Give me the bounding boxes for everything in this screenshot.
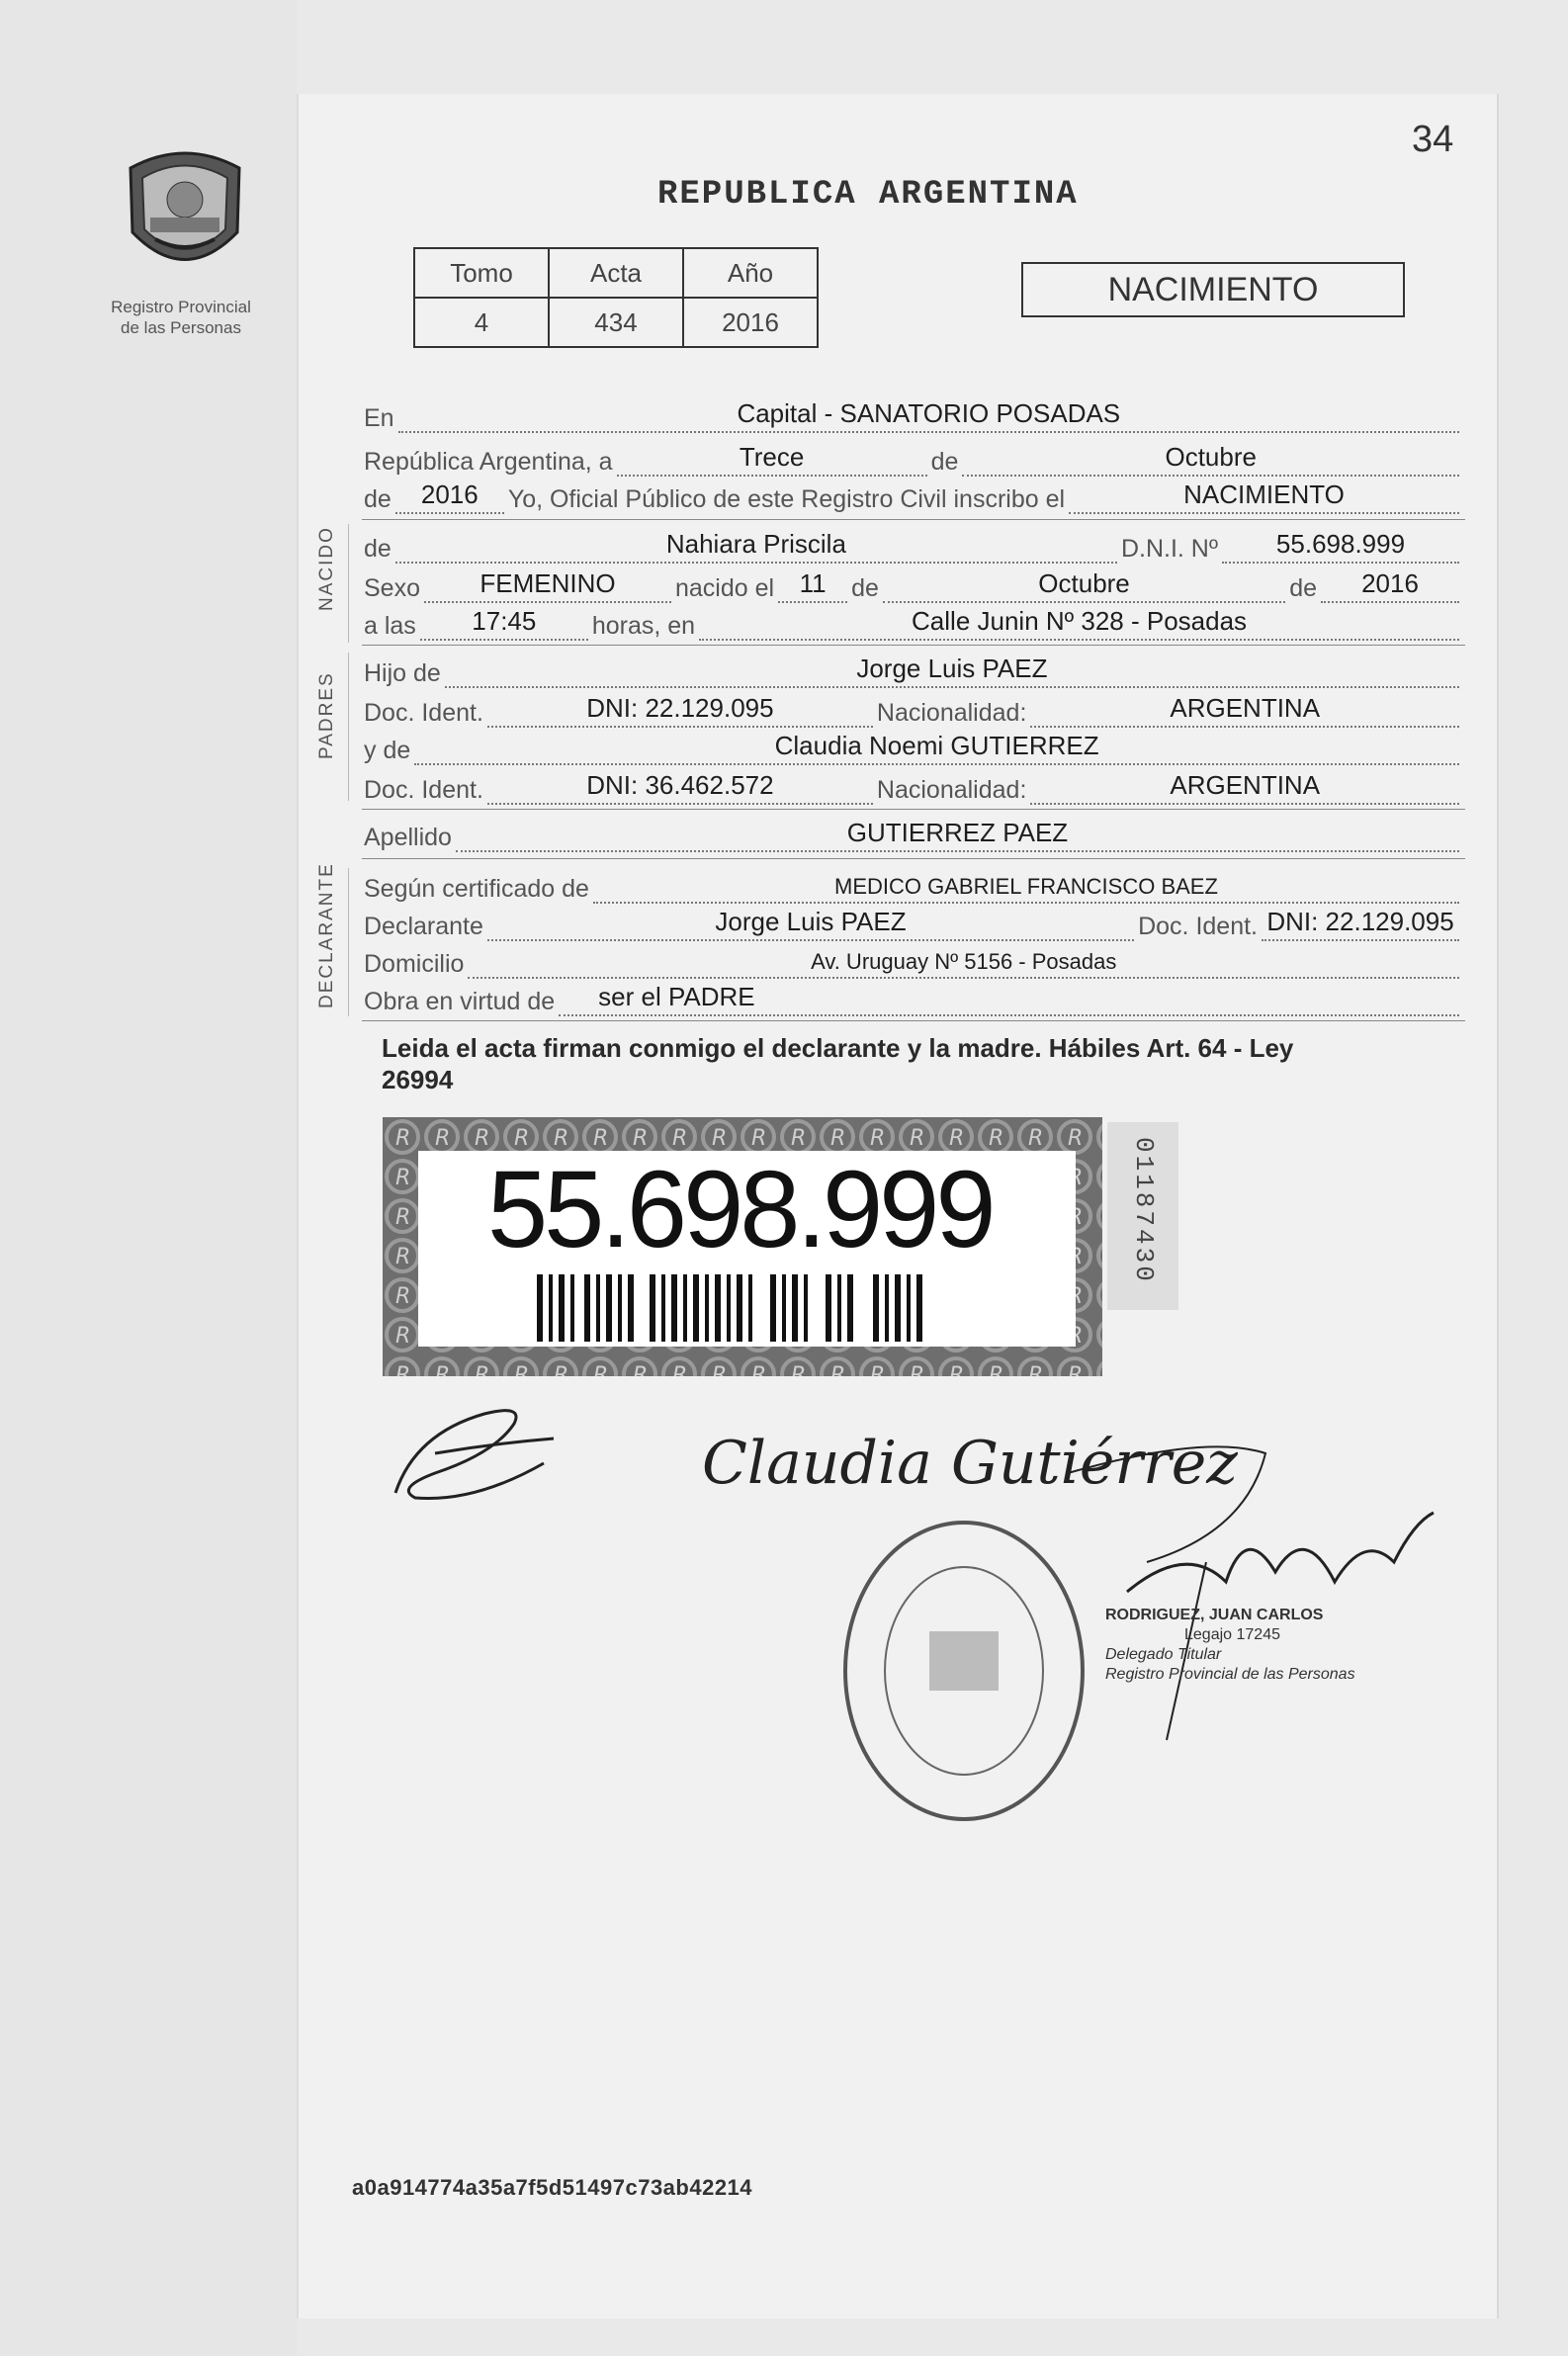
- nacido-sexo-line: [364, 564, 1463, 603]
- declarante-dom-label: Domicilio: [364, 950, 465, 978]
- registrar-legajo: Legajo 17245: [1184, 1626, 1280, 1643]
- barcode-panel: [418, 1151, 1076, 1347]
- padres-y-de-label: y de: [364, 737, 411, 764]
- padres-father-doc-line: [364, 688, 1463, 728]
- intro-day-words: Trece: [739, 442, 805, 472]
- registry-caption: [97, 297, 265, 338]
- padres-mother-line: [364, 726, 1463, 765]
- registrar-office: Registro Provincial de las Personas: [1105, 1666, 1355, 1683]
- nacido-de-label3: de: [1289, 574, 1317, 602]
- nacido-name: Nahiara Priscila: [665, 529, 846, 559]
- intro-year-line: [364, 475, 1463, 514]
- barcode-serial: 01187430: [1129, 1137, 1159, 1284]
- declarante-obra: ser el PADRE: [598, 982, 755, 1011]
- record-table-ano: 2016: [683, 298, 818, 347]
- section-bar-declarante: [348, 868, 349, 1016]
- intro-de-label: de: [930, 448, 959, 476]
- divider: [362, 645, 1465, 646]
- apellido-label: Apellido: [364, 824, 452, 851]
- nacido-de-label: de: [364, 535, 392, 563]
- record-table-header-ano: Año: [683, 248, 818, 298]
- intro-place-line: [364, 393, 1463, 433]
- declarante-doc-label: Doc. Ident.: [1138, 913, 1258, 940]
- record-table-tomo: 4: [414, 298, 549, 347]
- nacido-time: 17:45: [472, 606, 537, 636]
- declarant-signature-icon: [376, 1394, 564, 1513]
- nacido-dni: 55.698.999: [1275, 529, 1406, 559]
- intro-date-line: [364, 437, 1463, 477]
- padres-nac-label: Nacionalidad:: [876, 699, 1027, 727]
- nacido-time-line: [364, 601, 1463, 641]
- province-seal-icon: [111, 138, 259, 287]
- nacido-horas-label: horas, en: [591, 612, 696, 640]
- record-table-acta: 434: [549, 298, 683, 347]
- divider: [362, 519, 1465, 520]
- nacido-name-line: [364, 524, 1463, 564]
- padres-hijo-label: Hijo de: [364, 659, 441, 687]
- intro-month: Octubre: [1165, 442, 1257, 472]
- page-number: 34: [1412, 119, 1454, 160]
- section-label-padres: PADRES: [316, 671, 337, 759]
- declarante-dom: Av. Uruguay Nº 5156 - Posadas: [811, 949, 1117, 974]
- mother-signature: Claudia Gutiérrez: [702, 1429, 1238, 1498]
- padres-father: Jorge Luis PAEZ: [856, 654, 1048, 683]
- nacido-month: Octubre: [1038, 568, 1130, 598]
- barcode-label: [383, 1117, 1102, 1376]
- intro-en-label: En: [364, 404, 394, 432]
- padres-father-nat: ARGENTINA: [1170, 693, 1321, 723]
- nacido-de-label2: de: [851, 574, 879, 602]
- declarante-dom-line: [364, 939, 1463, 979]
- nacido-sexo: FEMENINO: [479, 568, 616, 598]
- declarante-decl: Jorge Luis PAEZ: [715, 907, 907, 936]
- registrar-name: RODRIGUEZ, JUAN CARLOS: [1105, 1607, 1324, 1623]
- intro-place: Capital - SANATORIO POSADAS: [737, 398, 1121, 428]
- padres-mother-nat: ARGENTINA: [1170, 770, 1321, 800]
- apellido-value: GUTIERREZ PAEZ: [846, 818, 1069, 847]
- registrar-block: [1105, 1606, 1432, 1685]
- section-label-declarante: DECLARANTE: [316, 862, 337, 1008]
- statement-line2: 26994: [382, 1065, 454, 1094]
- padres-father-line: [364, 649, 1463, 688]
- registry-caption-line1: Registro Provincial: [111, 298, 251, 316]
- record-table-header-tomo: Tomo: [414, 248, 549, 298]
- padres-mother: Claudia Noemi GUTIERREZ: [774, 731, 1099, 760]
- intro-year-label: de: [364, 485, 392, 513]
- intro-year: 2016: [420, 480, 479, 509]
- barcode-bars-icon: [537, 1274, 972, 1342]
- declarante-name-line: [364, 902, 1463, 941]
- declarante-obra-line: [364, 977, 1463, 1016]
- divider: [362, 1020, 1465, 1021]
- left-margin: [0, 0, 297, 2356]
- registry-caption-line2: de las Personas: [121, 318, 241, 337]
- record-table: [413, 247, 819, 348]
- record-table-header-acta: Acta: [549, 248, 683, 298]
- record-type-box: NACIMIENTO: [1021, 262, 1405, 317]
- declarante-cert-line: [364, 864, 1463, 904]
- declarante-doc: DNI: 22.129.095: [1266, 907, 1454, 936]
- nacido-day: 11: [799, 568, 827, 598]
- declarante-cert-label: Según certificado de: [364, 875, 589, 903]
- country-title: REPUBLICA ARGENTINA: [657, 176, 1079, 214]
- registrar-title: Delegado Titular: [1105, 1646, 1222, 1663]
- statement-line1: Leida el acta firman conmigo el declarante y la madre. Hábiles Art. 64 - Ley: [382, 1033, 1294, 1063]
- padres-mother-doc-line: [364, 765, 1463, 805]
- nacido-place: Calle Junin Nº 328 - Posadas: [912, 606, 1248, 636]
- declarante-decl-label: Declarante: [364, 913, 483, 940]
- official-stamp-icon: [821, 1503, 1107, 1849]
- section-bar-padres: [348, 653, 349, 801]
- padres-father-doc: DNI: 22.129.095: [586, 693, 774, 723]
- padres-mother-doc: DNI: 36.462.572: [586, 770, 774, 800]
- record-table-values: [414, 298, 818, 347]
- divider: [362, 858, 1465, 859]
- declarante-obra-label: Obra en virtud de: [364, 988, 556, 1015]
- nacido-year: 2016: [1361, 568, 1419, 598]
- section-bar-nacido: [348, 524, 349, 643]
- apellido-line: [364, 813, 1463, 852]
- intro-inscription-type: NACIMIENTO: [1183, 480, 1345, 509]
- nacido-dni-label: D.N.I. Nº: [1120, 535, 1218, 563]
- barcode-number: 55.698.999: [487, 1149, 993, 1270]
- record-table-header: [414, 248, 818, 298]
- document-hash: a0a914774a35a7f5d51497c73ab42214: [352, 2175, 753, 2200]
- statement: [382, 1032, 1469, 1095]
- declarante-cert: MEDICO GABRIEL FRANCISCO BAEZ: [834, 874, 1218, 899]
- intro-oficial-text: Yo, Oficial Público de este Registro Civil inscribo el: [507, 485, 1066, 513]
- padres-doc-label: Doc. Ident.: [364, 776, 483, 804]
- nacido-el-label: nacido el: [674, 574, 775, 602]
- section-label-nacido: NACIDO: [316, 526, 337, 611]
- padres-nac-label: Nacionalidad:: [876, 776, 1027, 804]
- divider: [362, 809, 1465, 810]
- intro-republic-label: República Argentina, a: [364, 448, 613, 476]
- nacido-a-las-label: a las: [364, 612, 416, 640]
- padres-doc-label: Doc. Ident.: [364, 699, 483, 727]
- nacido-sexo-label: Sexo: [364, 574, 420, 602]
